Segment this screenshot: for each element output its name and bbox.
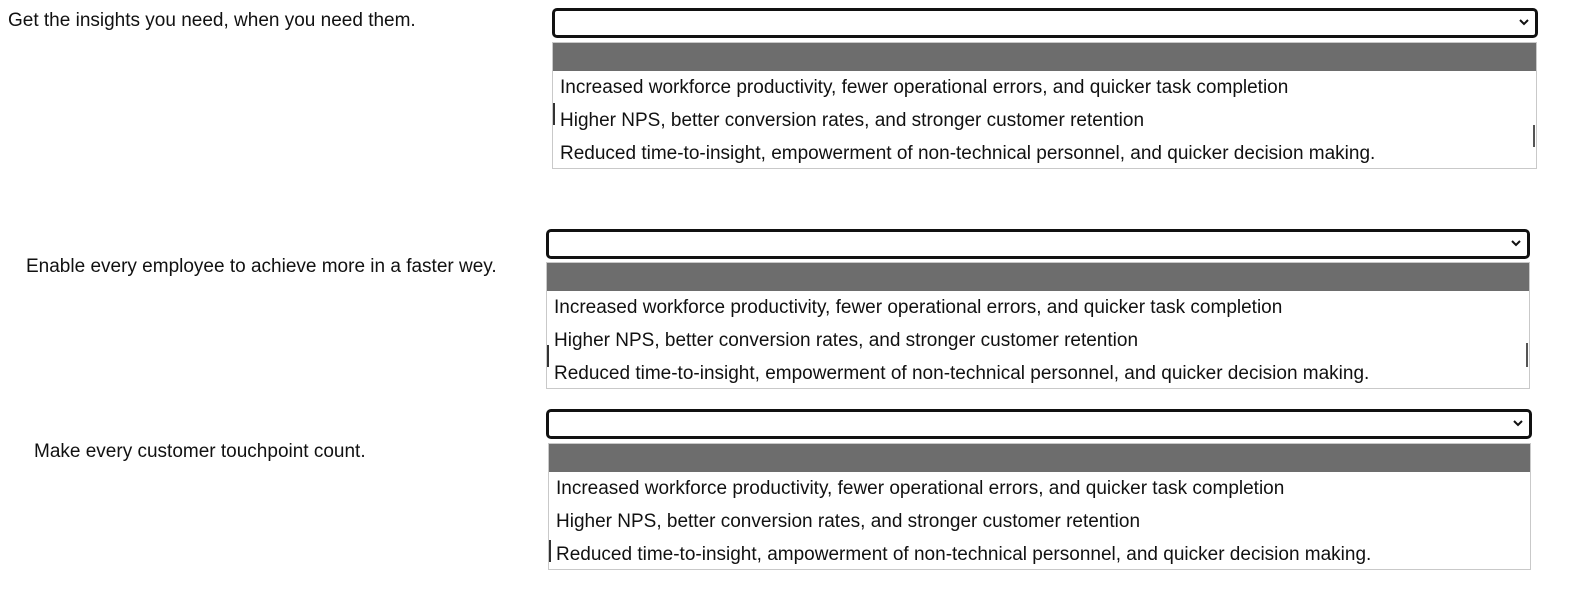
question-3-select[interactable] [546,409,1532,439]
question-2-prompt: Enable every employee to achieve more in a faster wey. [26,256,497,277]
question-3-prompt: Make every customer touchpoint count. [34,441,366,462]
chevron-down-icon[interactable] [1511,416,1525,430]
question-1-highlighted-option[interactable] [553,43,1536,71]
question-3-option-3[interactable]: Reduced time-to-insight, ampowerment of non-technical personnel, and quicker decision making. [556,544,1372,565]
question-2-dropdown-list [546,262,1530,389]
question-2-option-2[interactable]: Higher NPS, better conversion rates, and stronger customer retention [554,330,1139,351]
question-1-option-2[interactable]: Higher NPS, better conversion rates, and stronger customer retention [560,110,1145,131]
question-3-dropdown-list [548,443,1531,570]
question-2-highlighted-option[interactable] [547,263,1529,291]
question-1-prompt: Get the insights you need, when you need them. [8,10,416,31]
question-2-option-1[interactable]: Increased workforce productivity, fewer operational errors, and quicker task completion [554,297,1283,318]
question-2-select[interactable] [546,229,1530,259]
chevron-down-icon[interactable] [1509,236,1523,250]
question-1-select[interactable] [552,8,1538,38]
question-3-option-1[interactable]: Increased workforce productivity, fewer operational errors, and quicker task completion [556,478,1285,499]
question-2-option-3[interactable]: Reduced time-to-insight, empowerment of non-technical personnel, and quicker decision making. [554,363,1370,384]
question-3-option-2[interactable]: Higher NPS, better conversion rates, and stronger customer retention [556,511,1141,532]
question-3-highlighted-option[interactable] [549,444,1530,472]
question-1-scrollbar[interactable] [1533,125,1535,147]
question-2-scrollbar[interactable] [1526,343,1528,367]
chevron-down-icon[interactable] [1517,15,1531,29]
question-1-option-3[interactable]: Reduced time-to-insight, empowerment of non-technical personnel, and quicker decision making. [560,143,1376,164]
question-2-list-edge-mark [547,345,549,367]
question-3-list-edge-mark [549,540,551,562]
question-1-option-1[interactable]: Increased workforce productivity, fewer operational errors, and quicker task completion [560,77,1289,98]
question-1-dropdown-list [552,42,1537,169]
question-1-list-edge-mark [553,103,555,125]
